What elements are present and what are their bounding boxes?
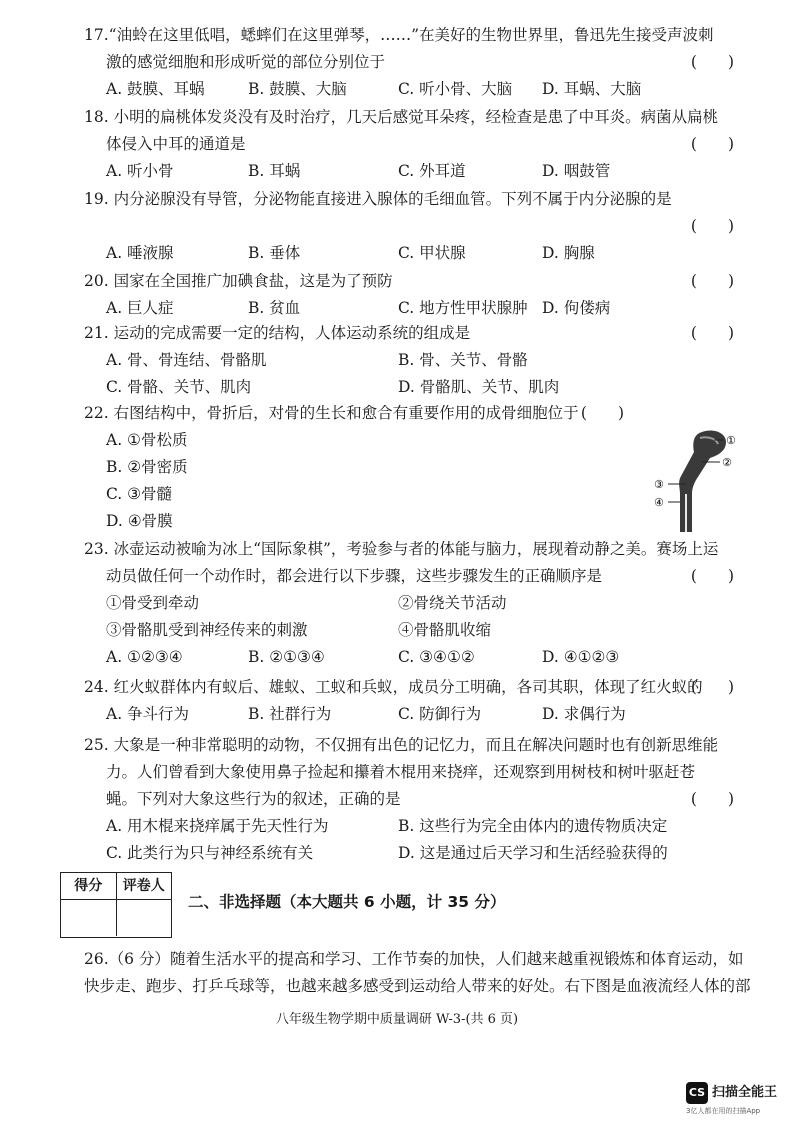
question-17 <box>84 22 734 103</box>
option-c: C. 防御行为 <box>398 705 482 723</box>
options-row <box>84 240 734 267</box>
options-row <box>84 840 734 867</box>
options-row <box>84 374 734 401</box>
option-d: D. 咽鼓管 <box>542 162 611 180</box>
option-a: A. 争斗行为 <box>106 705 190 723</box>
question-text: 19. 内分泌腺没有导管，分泌物能直接进入腺体的毛细血管。下列不属于内分泌腺的是 <box>84 190 672 208</box>
option-a: A. 鼓膜、耳蜗 <box>106 80 205 98</box>
option-b: B. 骨、关节、骨骼 <box>398 351 528 369</box>
option-d: D. 耳蜗、大脑 <box>542 80 642 98</box>
option-a: A. 巨人症 <box>106 299 174 317</box>
option-a: A. ①②③④ <box>106 648 183 666</box>
option-b: B. 这些行为完全由体内的遗传物质决定 <box>398 817 668 835</box>
options-row <box>84 158 734 185</box>
page-footer: 八年级生物学期中质量调研 W-3-(共 6 页) <box>275 1012 519 1027</box>
option-b: B. 耳蜗 <box>248 162 301 180</box>
grader-label: 评卷人 <box>116 873 172 899</box>
paren-line <box>84 213 734 240</box>
answer-paren: ( ) <box>690 53 734 71</box>
steps-row <box>84 617 734 644</box>
question-text: 26.（6 分）随着生活水平的提高和学习、工作节奏的加快，人们越来越重视锻炼和体育运动，如 <box>84 950 744 968</box>
answer-paren: ( ) <box>690 678 734 696</box>
option-b: B. ②骨密质 <box>106 458 188 476</box>
option-a: A. 听小骨 <box>106 162 174 180</box>
option-c: C. ③④①② <box>398 648 475 666</box>
answer-paren: ( ) <box>690 272 734 290</box>
answer-paren: ( ) <box>690 135 734 153</box>
question-text: 17.“油蛉在这里低唱，蟋蟀们在这里弹琴，……”在美好的生物世界里，鲁迅先生接受声波刺 <box>84 26 714 44</box>
option-d: D. 这是通过后天学习和生活经验获得的 <box>398 844 668 862</box>
answer-paren: ( ) <box>690 790 734 808</box>
question-text: 蝇。下列对大象这些行为的叙述，正确的是 ( ) <box>84 786 734 813</box>
grader-cell[interactable] <box>116 900 172 936</box>
question-text: 动员做任何一个动作时，都会进行以下步骤，这些步骤发生的正确顺序是 ( ) <box>84 563 734 590</box>
option-a: A. 用木棍来挠痒属于先天性行为 <box>106 817 329 835</box>
answer-paren: ( ) <box>690 217 734 235</box>
figure-label-1: ① <box>726 434 736 447</box>
option-c: C. 此类行为只与神经系统有关 <box>106 844 314 862</box>
options-row <box>84 644 734 671</box>
question-26 <box>84 946 751 1000</box>
option-b: B. ②①③④ <box>248 648 325 666</box>
option-c: C. 外耳道 <box>398 162 466 180</box>
option-b: B. 鼓膜、大脑 <box>248 80 347 98</box>
option-c: C. 甲状腺 <box>398 244 466 262</box>
question-text: 快步走、跑步、打乒乓球等，也越来越多感受到运动给人带来的好处。右下图是血液流经人体的部 <box>84 977 751 995</box>
question-text: 18. 小明的扁桃体发炎没有及时治疗，几天后感觉耳朵疼，经检查是患了中耳炎。病菌从扁桃 <box>84 108 719 126</box>
option-d: D. 求偶行为 <box>542 705 626 723</box>
answer-paren: ( ) <box>690 324 734 342</box>
step-2: ②骨绕关节活动 <box>398 594 507 612</box>
option-c: C. 听小骨、大脑 <box>398 80 513 98</box>
score-box-body <box>61 900 171 936</box>
figure-label-4: ④ <box>654 496 664 509</box>
score-box <box>60 872 172 938</box>
options-row <box>84 701 734 728</box>
option-b: B. 社群行为 <box>248 705 332 723</box>
scanner-watermark <box>686 1080 790 1120</box>
options-row <box>84 76 734 103</box>
option-d: D. 胸腺 <box>542 244 595 262</box>
option-b: B. 垂体 <box>248 244 301 262</box>
score-label: 得分 <box>74 878 103 894</box>
question-text: 体侵入中耳的通道是 ( ) <box>84 131 734 158</box>
question-24 <box>84 674 734 728</box>
question-text: 激的感觉细胞和形成听觉的部位分别位于 ( ) <box>84 49 734 76</box>
question-23 <box>84 536 734 671</box>
question-19 <box>84 186 734 267</box>
step-3: ③骨骼肌受到神经传来的刺激 <box>106 621 308 639</box>
option-c: C. ③骨髓 <box>106 485 173 503</box>
question-text: 25. 大象是一种非常聪明的动物，不仅拥有出色的记忆力，而且在解决问题时也有创新思维能 <box>84 736 719 754</box>
scanner-tagline: 3亿人都在用的扫描App <box>686 1107 761 1115</box>
answer-paren: ( ) <box>580 404 624 422</box>
option-c: C. 地方性甲状腺肿 <box>398 299 528 317</box>
question-text: 22. 右图结构中，骨折后，对骨的生长和愈合有重要作用的成骨细胞位于 ( ) <box>84 400 734 427</box>
options-row <box>84 347 734 374</box>
question-text: 23. 冰壶运动被喻为冰上“国际象棋”，考验参与者的体能与脑力，展现着动静之美。赛场上运 <box>84 540 719 558</box>
marrow-cavity <box>685 494 687 532</box>
figure-label-2: ② <box>722 456 732 469</box>
question-22 <box>84 400 734 535</box>
question-text: 21. 运动的完成需要一定的结构，人体运动系统的组成是 ( ) <box>84 320 734 347</box>
option-d: D. ④骨膜 <box>106 512 173 530</box>
option-a: A. ①骨松质 <box>106 431 188 449</box>
question-text: 20. 国家在全国推广加碘食盐，这是为了预防 ( ) <box>84 268 734 295</box>
question-20 <box>84 268 734 322</box>
answer-paren: ( ) <box>690 567 734 585</box>
steps-row <box>84 590 734 617</box>
option-a: A. 唾液腺 <box>106 244 174 262</box>
bone-structure-figure <box>640 428 740 536</box>
question-25 <box>84 732 734 867</box>
options-row <box>84 295 734 322</box>
step-4: ④骨骼肌收缩 <box>398 621 492 639</box>
score-cell[interactable] <box>61 900 116 936</box>
question-18 <box>84 104 734 185</box>
option-d: D. ④①②③ <box>542 648 620 666</box>
scanner-app-name: 扫描全能王 <box>712 1085 778 1100</box>
question-text: 24. 红火蚁群体内有蚁后、雄蚁、工蚁和兵蚁，成员分工明确，各司其职，体现了红火蚁的 ( ) <box>84 674 734 701</box>
option-a: A. 骨、骨连结、骨骼肌 <box>106 351 267 369</box>
section-title: 二、非选择题（本大题共 6 小题，计 35 分） <box>188 893 506 911</box>
scanner-logo-icon: CS <box>686 1082 708 1104</box>
option-b: B. 贫血 <box>248 299 301 317</box>
option-c: C. 骨骼、关节、肌肉 <box>106 378 252 396</box>
option-d: D. 骨骼肌、关节、肌肉 <box>398 378 560 396</box>
option-d: D. 佝偻病 <box>542 299 611 317</box>
figure-label-3: ③ <box>654 478 664 491</box>
question-21 <box>84 320 734 401</box>
question-text: 力。人们曾看到大象使用鼻子捡起和攥着木棍用来挠痒，还观察到用树枝和树叶驱赶苍 <box>106 763 696 781</box>
options-row <box>84 813 734 840</box>
step-1: ①骨受到牵动 <box>106 594 200 612</box>
score-box-header <box>61 873 171 900</box>
